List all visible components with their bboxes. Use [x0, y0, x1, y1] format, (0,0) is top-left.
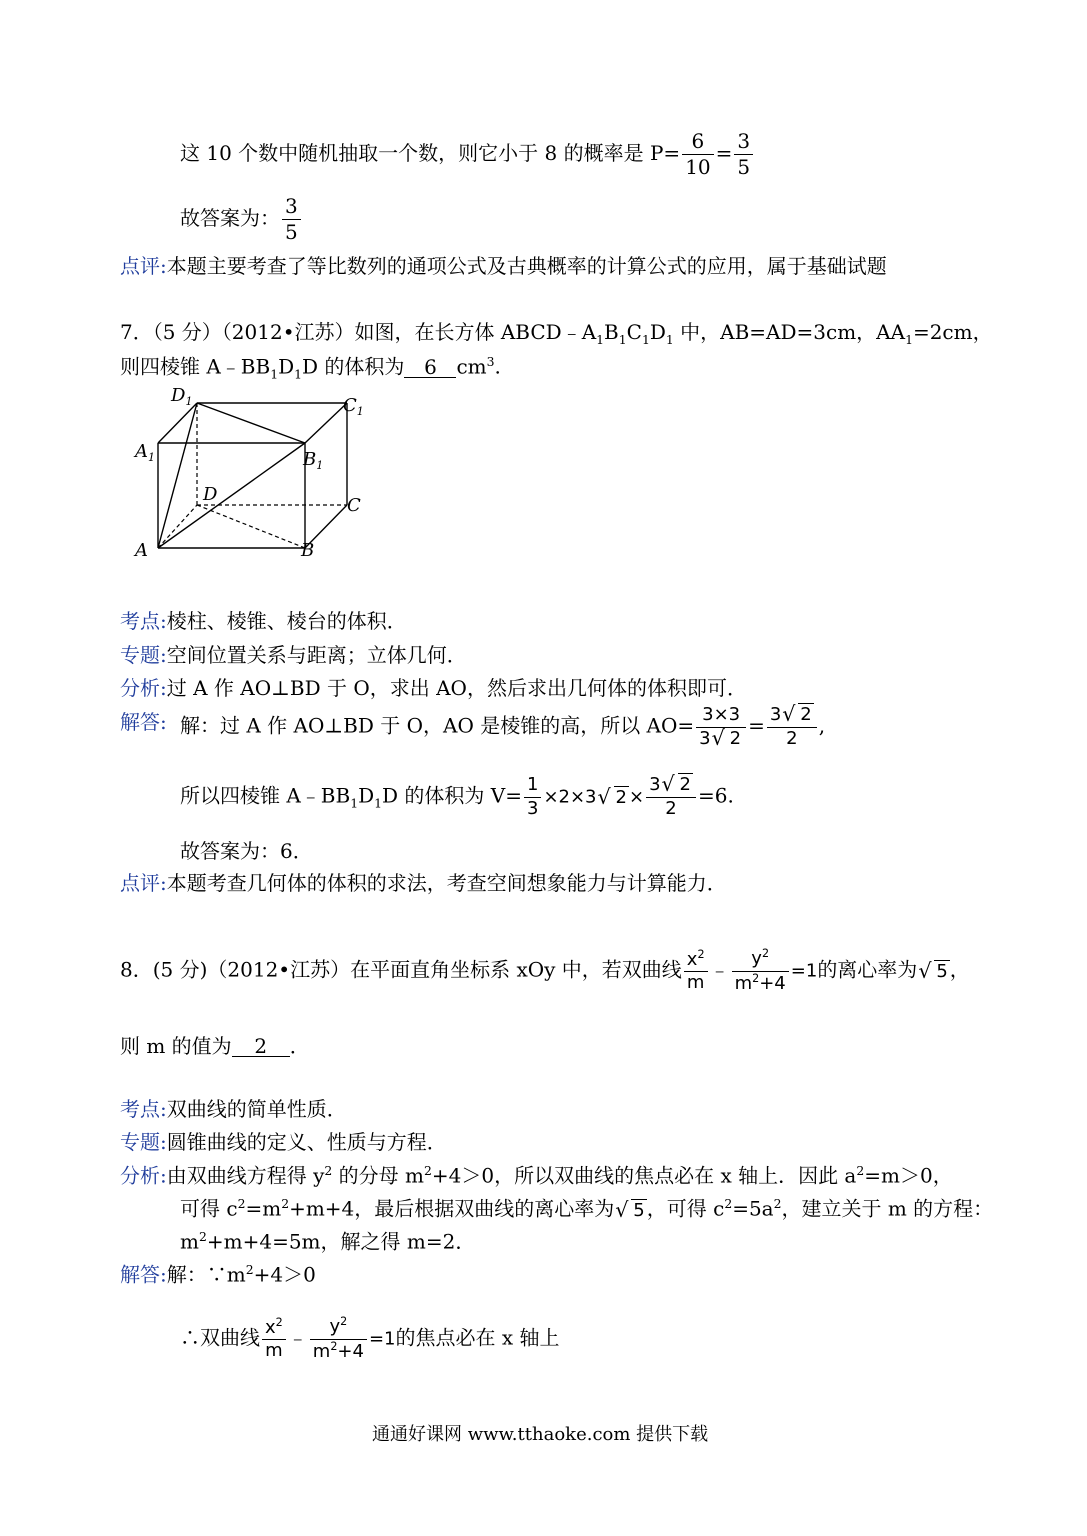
answer-blank: 2 — [232, 1036, 290, 1057]
fraction: $\frac{3√ 2}{2}$ — [646, 775, 696, 819]
q8-jieda-line2: ∴双曲线 $\frac{x^2}{m}$ ﹣ $\frac{y^2}{m^2+4}$ =1的焦点必在 x 轴上 — [180, 1315, 560, 1362]
q8-kaodian: 考点:双曲线的简单性质． — [120, 1097, 347, 1121]
fraction: $\frac{6}{10}$ — [682, 130, 713, 179]
label-D: D — [203, 484, 218, 505]
q8-fenxi-line3: $m^2+m+4=5m$，解之得 m=2． — [180, 1229, 476, 1254]
q7-zhuanti: 专题:空间位置关系与距离；立体几何． — [120, 643, 467, 667]
jieda-label: 解答: — [120, 1262, 167, 1287]
zhuanti-label: 专题: — [120, 643, 167, 667]
q7-jieda-line2: 所以四棱锥 $A﹣BB_1D_1D$ 的体积为 V= $\frac{1}{3}$ ×2×3√ 2 × $\frac{3√ 2}{2}$ =6. — [180, 775, 734, 819]
zhuanti-label: 专题: — [120, 1130, 167, 1154]
fraction: $\frac{1}{3}$ — [524, 775, 541, 819]
label-C: C — [347, 495, 361, 516]
q8-fenxi-line2: 可得 $c^2=m^2+m+4$，最后根据双曲线的离心率为√ 5 ，可得 $c^2=5a^2$，建立关于 m 的方程： — [180, 1198, 993, 1220]
q6-probability-line: 这 10 个数中随机抽取一个数，则它小于 8 的概率是 P= $\frac{6}{10}$ = $\frac{3}{5}$ — [180, 130, 755, 179]
edge-DB-hidden — [197, 505, 305, 548]
q7-jieda-line1: 解：过 A 作 AO⊥BD 于 O，AO 是棱锥的高，所以 AO= $\frac{3\times 3}{3√ 2}$ = $\frac{3√ 2}{2}$ , — [180, 705, 825, 749]
q7-kaodian: 考点:棱柱、棱锥、棱台的体积． — [120, 609, 407, 633]
fraction: $\frac{3√ 2}{2}$ — [767, 705, 817, 749]
kaodian-label: 考点: — [120, 609, 167, 633]
label-D1: $D_1$ — [171, 385, 193, 408]
label-B: B — [301, 540, 315, 561]
answer-blank: 6 — [404, 357, 456, 378]
q6-answer-line: 故答案为： $\frac{3}{5}$ — [180, 195, 303, 244]
fraction: $\frac{3}{5}$ — [734, 130, 753, 179]
label-C1: $C_1$ — [343, 395, 364, 418]
q7-jieda-label: 解答: — [120, 710, 167, 734]
q7-question-line2: 则四棱锥 $A﹣BB_1D_1D$ 的体积为 6 $cm^3$. — [120, 354, 501, 382]
q8-question-line1: 8．(5 分)（2012•江苏）在平面直角坐标系 xOy 中，若双曲线 $\frac{x^2}{m}$ ﹣ $\frac{y^2}{m^2+4}$ =1的离心率为√ 5 ， — [120, 948, 970, 994]
q7-answer: 故答案为：6． — [180, 839, 313, 863]
q7-comment: 点评:本题考查几何体的体积的求法，考查空间想象能力与计算能力． — [120, 871, 727, 895]
q8-question-line2: 则 m 的值为 2 ． — [120, 1034, 310, 1058]
label-A: A — [135, 540, 148, 561]
comment-label: 点评: — [120, 871, 167, 895]
fenxi-label: 分析: — [120, 676, 167, 700]
fraction: $\frac{3}{5}$ — [282, 195, 301, 244]
fraction: $\frac{y^2}{m^2+4}$ — [310, 1316, 367, 1362]
edge-D1B1 — [197, 403, 305, 443]
fraction: $\frac{x^2}{m}$ — [262, 1317, 286, 1362]
cuboid-figure — [125, 383, 375, 568]
q6-comment: 点评:本题主要考查了等比数列的通项公式及古典概率的计算公式的应用，属于基础试题 — [120, 254, 887, 278]
fraction: $\frac{y^2}{m^2+4}$ — [732, 948, 789, 994]
edge-B1C1 — [305, 403, 347, 443]
edge-AB1 — [158, 443, 305, 548]
q8-jieda-line1: 解答:解：$\because m^2+4>0$ — [120, 1262, 316, 1287]
label-A1: $A_1$ — [135, 441, 155, 464]
label-B1: $B_1$ — [303, 449, 324, 472]
fraction: $\frac{x^2}{m}$ — [684, 949, 708, 994]
comment-label: 点评: — [120, 254, 167, 278]
fenxi-label: 分析: — [120, 1163, 167, 1188]
q8-zhuanti: 专题:圆锥曲线的定义、性质与方程． — [120, 1130, 447, 1154]
q7-fenxi: 分析:过 A 作 AO⊥BD 于 O，求出 AO，然后求出几何体的体积即可． — [120, 676, 747, 700]
q7-question-line1: 7．（5 分）（2012•江苏）如图，在长方体 $ABCD﹣A_1B_1C_1D_1$ 中，AB=AD=3cm，$AA_1=2cm$， — [120, 320, 993, 347]
q8-fenxi-line1: 分析:由双曲线方程得 $y^2$ 的分母 $m^2+4>0$，所以双曲线的焦点必在 x 轴上．因此 $a^2=m>0$， — [120, 1163, 953, 1188]
kaodian-label: 考点: — [120, 1097, 167, 1121]
fraction: $\frac{3\times 3}{3√ 2}$ — [696, 705, 746, 749]
page-footer: 通通好课网 www.tthaoke.com 提供下载 — [372, 1424, 709, 1445]
